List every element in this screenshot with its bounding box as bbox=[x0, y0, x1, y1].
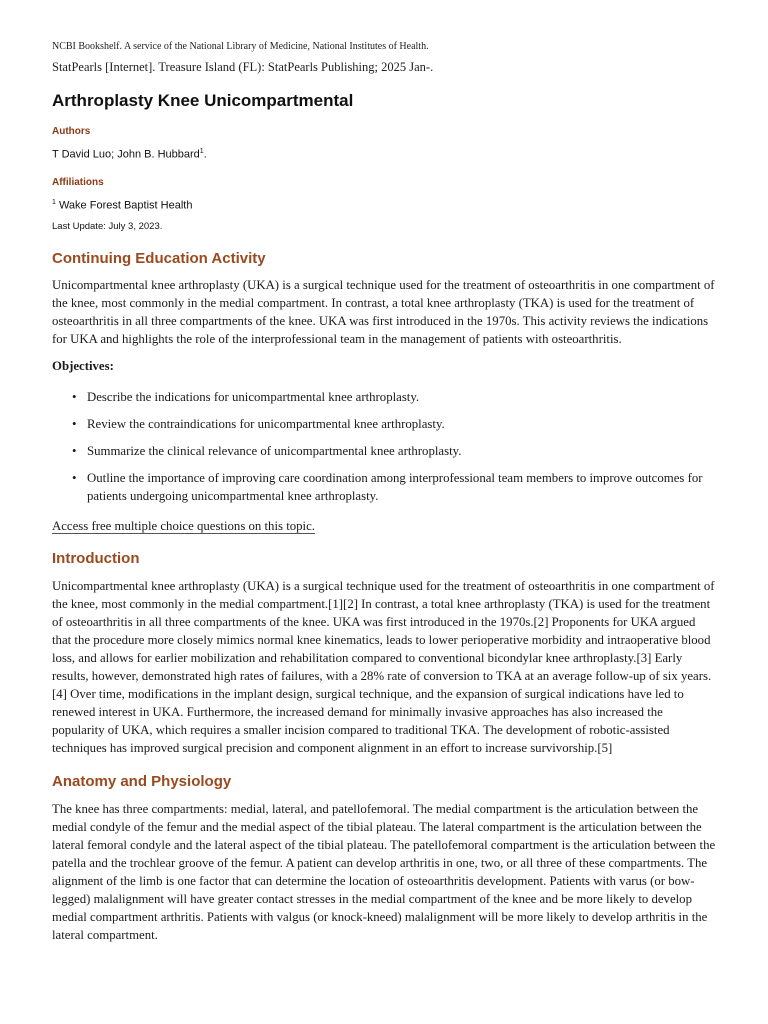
authors-affiliation-marker: 1 bbox=[199, 148, 204, 155]
bullet-icon: • bbox=[72, 417, 77, 432]
continuing-education-paragraph: Unicompartmental knee arthroplasty (UKA) is a surgical technique used for the treatment of osteoarthritis in one compartment of the knee, most commonly in the medial compartment. In contrast, a total knee arthroplasty (TKA) is used for the treatment of osteoarthritis in all three compartments of the knee. UKA was first introduced in the 1970s. This activity reviews the indications for UKA and highlights the role of the interprofessional team in the management of patients with osteoarthritis. bbox=[52, 278, 715, 347]
objective-text: Summarize the clinical relevance of unicompartmental knee arthroplasty. bbox=[87, 444, 462, 459]
ncbi-banner-text: NCBI Bookshelf. A service of the National Library of Medicine, National Institutes of Health. bbox=[52, 41, 429, 52]
list-item bbox=[72, 388, 716, 406]
page-title: Arthroplasty Knee Unicompartmental bbox=[52, 91, 354, 110]
objectives-list bbox=[52, 388, 716, 505]
section-heading-continuing-education: Continuing Education Activity bbox=[52, 250, 266, 268]
citation-text: StatPearls [Internet]. Treasure Island (FL): StatPearls Publishing; 2025 Jan-. bbox=[52, 60, 434, 74]
access-link-row bbox=[52, 517, 716, 535]
bullet-icon: • bbox=[72, 390, 77, 405]
authors-label: Authors bbox=[52, 126, 91, 137]
section-heading-introduction: Introduction bbox=[52, 550, 140, 568]
affiliation-marker: 1 bbox=[52, 198, 56, 206]
authors-end: . bbox=[203, 148, 207, 161]
document-page bbox=[52, 40, 716, 944]
affiliations-label: Affiliations bbox=[52, 176, 104, 188]
objective-text: Outline the importance of improving care coordination among interprofessional team members to improve outcomes for patients undergoing unicompartmental knee arthroplasty. bbox=[87, 471, 703, 504]
affiliation-text: Wake Forest Baptist Health bbox=[55, 199, 193, 212]
list-item bbox=[72, 442, 716, 460]
objective-text: Describe the indications for unicompartmental knee arthroplasty. bbox=[87, 390, 420, 405]
objectives-label: Objectives: bbox=[52, 359, 114, 374]
bullet-icon: • bbox=[72, 444, 77, 459]
anatomy-paragraph: The knee has three compartments: medial, lateral, and patellofemoral. The medial compartment is the articulation between the medial condyle of the femur and the medial aspect of the tibial plateau. The lateral compartment is the articulation between the lateral femoral condyle and the lateral aspect of the tibial plateau. The patellofemoral compartment is the articulation between the patella and the trochlear groove of the femur. A patient can develop arthritis in one, two, or all three of these compartments. The alignment of the limb is one factor that can determine the location of osteoarthritis development. Patients with varus (or bow-legged) malalignment will have greater contact stresses in the medial compartment of the knee and be more likely to develop medial compartment arthritis. Patients with valgus (or knock-kneed) malalignment will be more likely to develop arthritis in the lateral compartment. bbox=[52, 802, 716, 943]
list-item bbox=[72, 415, 716, 433]
objective-text: Review the contraindications for unicompartmental knee arthroplasty. bbox=[87, 417, 445, 432]
authors-names: T David Luo; John B. Hubbard bbox=[52, 148, 200, 161]
section-heading-anatomy: Anatomy and Physiology bbox=[52, 773, 232, 791]
multiple-choice-questions-link[interactable]: Access free multiple choice questions on this topic. bbox=[52, 519, 315, 534]
introduction-paragraph: Unicompartmental knee arthroplasty (UKA) is a surgical technique used for the treatment of osteoarthritis in one compartment of the knee, most commonly in the medial compartment.[1][2] In contrast, a total knee arthroplasty (TKA) is used for the treatment of osteoarthritis in all three compartments of the knee. UKA was first introduced in the 1970s.[2] Proponents for UKA argued that the procedure more closely mimics normal knee kinematics, leads to lower perioperative morbidity and intraoperative blood loss, and allows for earlier mobilization and rehabilitation compared to conventional bicondylar knee arthroplasty.[3] Early results, however, demonstrated high rates of failures, with a 28% rate of conversion to TKA at an average follow-up of six years.[4] Over time, modifications in the implant design, surgical technique, and the expansion of surgical indications have led to renewed interest in UKA. Furthermore, the increased demand for minimally invasive approaches has also increased the popularity of UKA, which requires a smaller incision compared to traditional TKA. The development of robotic-assisted techniques has improved surgical precision and component alignment in an effort to increase survivorship.[5] bbox=[52, 579, 715, 756]
list-item bbox=[72, 469, 716, 505]
last-update: Last Update: July 3, 2023. bbox=[52, 221, 163, 233]
affiliation-entry bbox=[52, 195, 716, 214]
bullet-icon: • bbox=[72, 471, 77, 486]
authors-list bbox=[52, 144, 716, 163]
